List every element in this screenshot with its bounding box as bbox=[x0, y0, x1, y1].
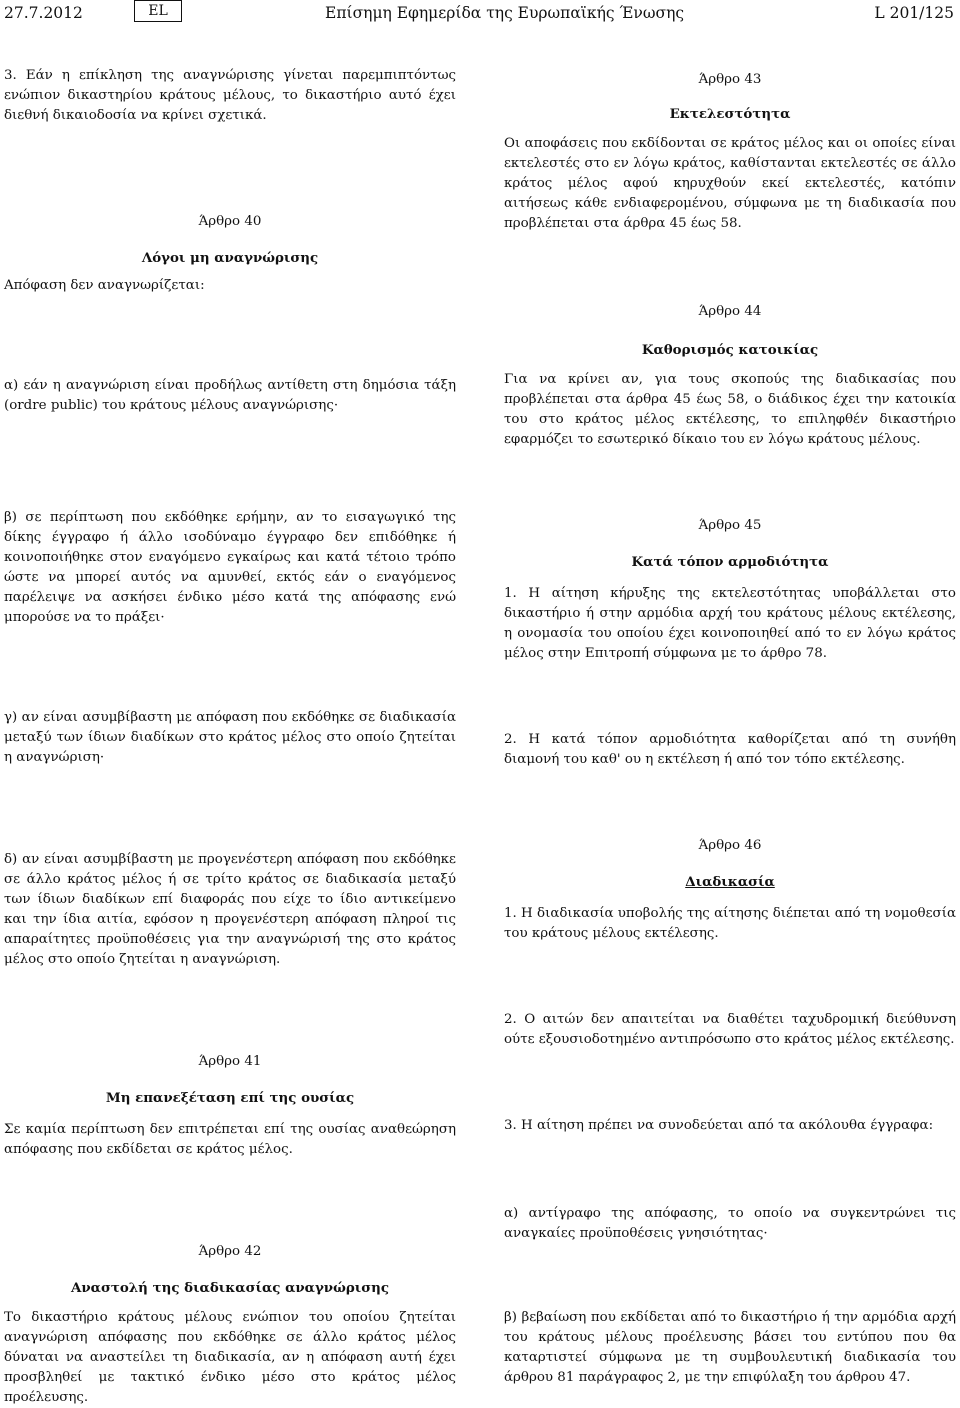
article-40-intro: Απόφαση δεν αναγνωρίζεται: bbox=[4, 278, 205, 293]
journal-header bbox=[0, 0, 960, 34]
article-45-paragraph-1: 1. Η αίτηση κήρυξης της εκτελεστότητας υποβάλλεται στο δικαστήριο ή στην αρμόδια αρχή του κράτους μέλους εκτέλεσης, η ονομασία του οποίου έχει κοινοποιηθεί από το εν λόγω κράτος μέλος στην Επιτροπή σύμφωνα με το άρθρο 78. bbox=[504, 586, 956, 661]
article-46-title: Διαδικασία bbox=[685, 874, 775, 890]
language-code-box: EL bbox=[134, 0, 182, 22]
article-42-text: Το δικαστήριο κράτους μέλους ενώπιον του οποίου ζητείται αναγνώριση απόφασης που εκδόθηκε σε άλλο κράτος μέλος δύναται να αναστείλει τη διαδικασία, αν η απόφαση αυτή έχει προσβληθεί με τακτικό ένδικο μέσο στο κράτος μέλος προέλευσης. bbox=[4, 1310, 456, 1405]
journal-title: Επίσημη Εφημερίδα της Ευρωπαϊκής Ένωσης bbox=[325, 4, 685, 22]
article-45-number: Άρθρο 45 bbox=[698, 518, 762, 533]
article-44-text: Για να κρίνει αν, για τους σκοπούς της διαδικασίας που προβλέπεται στα άρθρα 45 έως 58, ο διάδικος έχει την κατοικία του στο κράτος μέλος εκτέλεσης, το επιληφθέν δικαστήριο εφαρμόζει το εσωτερικό δίκαιο του εν λόγω κράτους μέλους. bbox=[504, 372, 956, 447]
article-43-text: Οι αποφάσεις που εκδίδονται σε κράτος μέλος και οι οποίες είναι εκτελεστές στο εν λόγω κράτος, καθίστανται εκτελεστές σε άλλο κράτος μέλος αφού κηρυχθούν εκεί εκτελεστές, κατόπιν αιτήσεως κάθε ενδιαφερομένου, σύμφωνα με τη διαδικασία που προβλέπεται στα άρθρα 45 έως 58. bbox=[504, 136, 956, 231]
page-number: L 201/125 bbox=[874, 4, 954, 22]
article-45-title: Κατά τόπον αρμοδιότητα bbox=[631, 554, 829, 570]
article-44-number: Άρθρο 44 bbox=[698, 304, 762, 319]
article-40-title: Λόγοι μη αναγνώρισης bbox=[141, 250, 319, 266]
article-46-paragraph-1: 1. Η διαδικασία υποβολής της αίτησης διέπεται από τη νομοθεσία του κράτους μέλους εκτέλεσης. bbox=[504, 906, 956, 941]
article-42-number: Άρθρο 42 bbox=[198, 1244, 262, 1259]
article-42-title: Αναστολή της διαδικασίας αναγνώρισης bbox=[70, 1280, 389, 1296]
article-41-text: Σε καμία περίπτωση δεν επιτρέπεται επί της ουσίας αναθεώρηση απόφασης που εκδίδεται σε κράτος μέλος. bbox=[4, 1122, 456, 1157]
article-46-paragraph-3: 3. Η αίτηση πρέπει να συνοδεύεται από τα ακόλουθα έγγραφα: bbox=[504, 1118, 934, 1133]
article-43-title: Εκτελεστότητα bbox=[669, 106, 791, 122]
article-44-title: Καθορισμός κατοικίας bbox=[641, 342, 819, 358]
article-46-paragraph-2: 2. Ο αιτών δεν απαιτείται να διαθέτει ταχυδρομική διεύθυνση ούτε εξουσιοδοτημένο αντιπρόσωπο στο κράτος μέλος εκτέλεσης. bbox=[504, 1012, 956, 1047]
article-45-paragraph-2: 2. Η κατά τόπον αρμοδιότητα καθορίζεται από τη συνήθη διαμονή του καθ' ου η εκτέλεση ή από τον τόπο εκτέλεσης. bbox=[504, 732, 956, 767]
article-46-point-b: β) βεβαίωση που εκδίδεται από το δικαστήριο ή την αρμόδια αρχή του κράτους μέλους προέλευσης βάσει του εντύπου που θα καταρτιστεί σύμφωνα με τη συμβουλευτική διαδικασία του άρθρου 81 παράγραφος 2, με την επιφύλαξη του άρθρου 47. bbox=[504, 1310, 956, 1385]
article-40-number: Άρθρο 40 bbox=[198, 214, 262, 229]
article-41-title: Μη επανεξέταση επί της ουσίας bbox=[105, 1090, 355, 1106]
article-40-point-c: γ) αν είναι ασυμβίβαστη με απόφαση που εκδόθηκε σε διαδικασία μεταξύ των ίδιων διαδίκων στο κράτος μέλος στο οποίο ζητείται η αναγνώριση· bbox=[4, 710, 456, 765]
article-40-point-d: δ) αν είναι ασυμβίβαστη με προγενέστερη απόφαση που εκδόθηκε σε άλλο κράτος μέλος ή σε τρίτο κράτος σε διαδικασία μεταξύ των ίδιων διαδίκων επί διαφοράς που είχε το ίδιο αντικείμενο και την ίδια αιτία, εφόσον η προγενέστερη απόφαση πληροί τις απαραίτητες προϋποθέσεις για την αναγνώρισή της στο κράτος μέλος στο οποίο ζητείται η αναγνώριση. bbox=[4, 852, 456, 967]
article-46-point-a: α) αντίγραφο της απόφασης, το οποίο να συγκεντρώνει τις αναγκαίες προϋποθέσεις γνησιότητας· bbox=[504, 1206, 956, 1241]
publication-date: 27.7.2012 bbox=[4, 4, 83, 22]
article-46-number: Άρθρο 46 bbox=[698, 838, 762, 853]
article-41-number: Άρθρο 41 bbox=[198, 1054, 262, 1069]
paragraph-3: 3. Εάν η επίκληση της αναγνώρισης γίνεται παρεμπιπτόντως ενώπιον δικαστηρίου κράτους μέλους, το δικαστήριο αυτό έχει διεθνή δικαιοδοσία να κρίνει σχετικά. bbox=[4, 68, 456, 123]
article-40-point-b: β) σε περίπτωση που εκδόθηκε ερήμην, αν το εισαγωγικό της δίκης έγγραφο ή άλλο ισοδύναμο έγγραφο δεν επιδόθηκε ή κοινοποιήθηκε στον εναγόμενο εγκαίρως και κατά τέτοιο τρόπο ώστε να μπορεί αυτός να αμυνθεί, εκτός εάν ο εναγόμενος παρέλειψε να ασκήσει ένδικο μέσο κατά της απόφασης ενώ μπορούσε να το πράξει· bbox=[4, 510, 456, 625]
article-43-number: Άρθρο 43 bbox=[698, 72, 762, 87]
article-40-point-a: α) εάν η αναγνώριση είναι προδήλως αντίθετη στη δημόσια τάξη (ordre public) του κράτους μέλους αναγνώρισης· bbox=[4, 378, 456, 413]
